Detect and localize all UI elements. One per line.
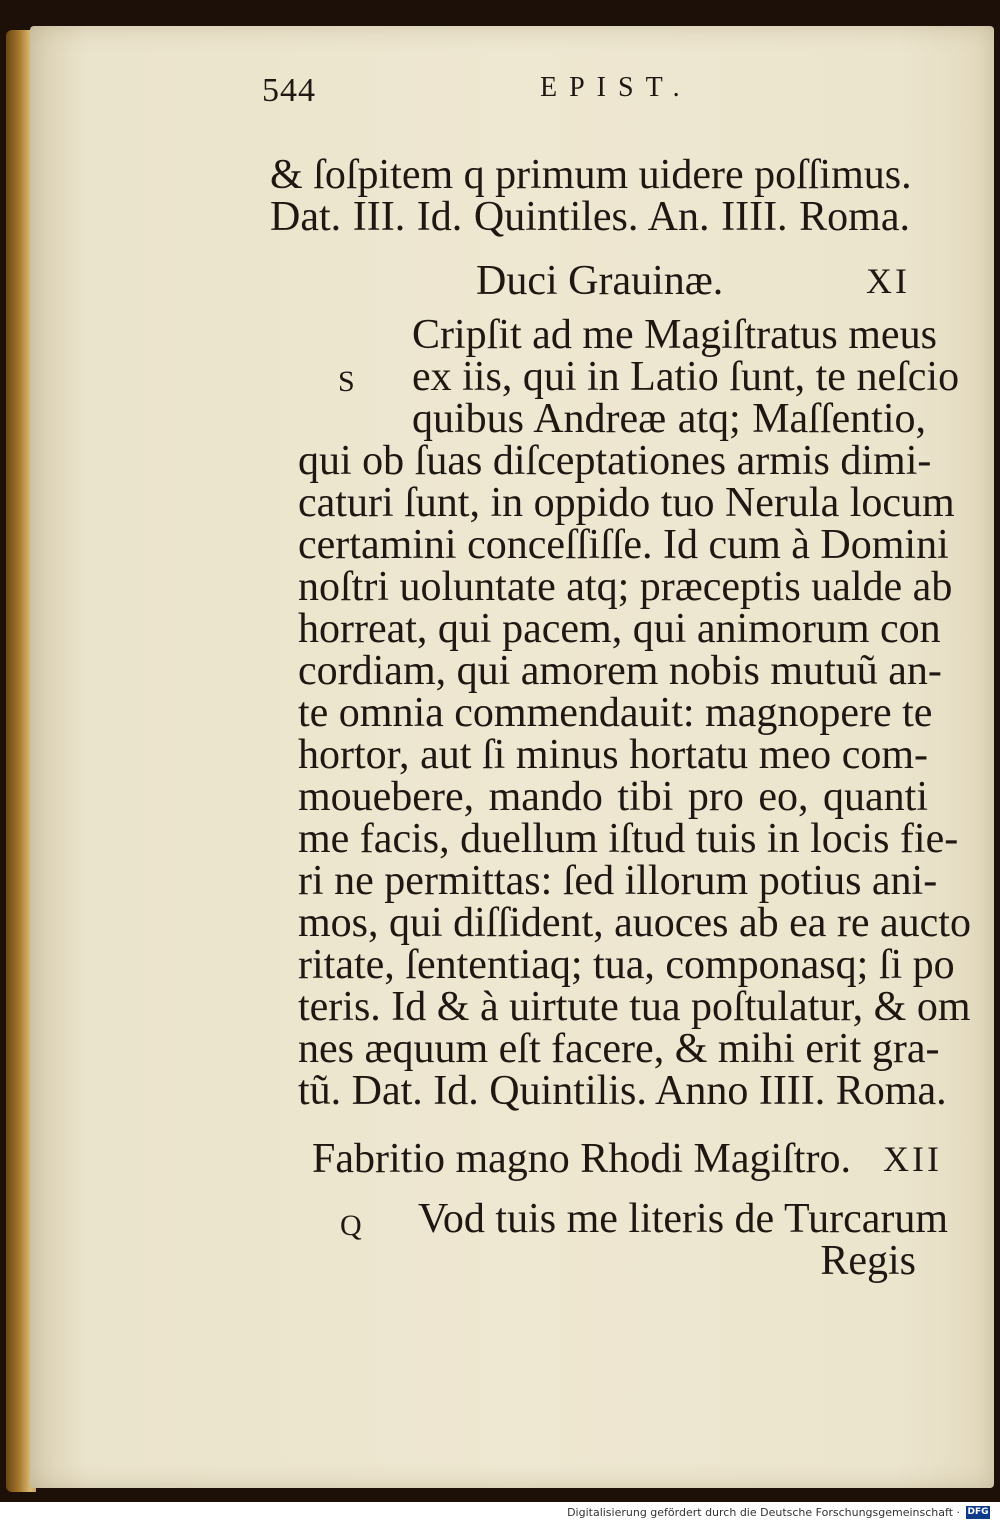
text-line: quibus Andreæ atq; Maſſentio, [412,396,926,442]
text-line: Cripſit ad me Magiſtratus meus [412,312,937,358]
text-line: me facis, duellum iſtud tuis in locis fie- [298,816,959,862]
text-line: Dat. III. Id. Quintiles. An. IIII. Roma. [270,194,910,240]
text-line: mos, qui diſſident, auoces ab ea re aucto [298,900,971,946]
initial-guide-letter: S [338,365,355,398]
text-line: noſtri uoluntate atq; præceptis ualde ab [298,564,953,610]
digitization-credit: Digitalisierung gefördert durch die Deutsche Forschungsgemeinschaft · [567,1506,960,1519]
text-line: te omnia commendauit: magnopere te [298,690,933,736]
running-title: EPIST. [540,72,692,103]
text-line: Vod tuis me literis de Turcarum [418,1196,949,1242]
text-line: ritate, ſententiaq; tua, componasq; ſi po [298,942,955,988]
text-line: cordiam, qui amorem nobis mutuũ an- [298,648,942,694]
dfg-logo: DFG [967,1507,989,1517]
text-line: qui ob ſuas diſceptationes armis dimi- [298,438,932,484]
letter-number: XII [883,1139,942,1179]
text-line: certamini conceſſiſſe. Id cum à Domini [298,522,949,568]
text-line: hortor, aut ſi minus hortatu meo com- [298,732,928,778]
text-line: ex iis, qui in Latio ſunt, te neſcio [412,354,960,400]
text-line: & ſoſpitem q primum uidere poſſimus. [270,152,912,198]
text-line: nes æquum eſt facere, & mihi erit gra- [298,1026,940,1072]
letter-heading-title: Duci Grauinæ. [476,258,724,304]
text-line: horreat, qui pacem, qui animorum con [298,606,941,652]
text-line: caturi ſunt, in oppido tuo Nerula locum [298,480,955,526]
text-line: tũ. Dat. Id. Quintilis. Anno IIII. Roma. [298,1068,947,1114]
page-number: 544 [262,72,316,109]
initial-guide-letter: Q [340,1209,362,1242]
letter-number: XI [866,261,910,301]
letter-heading-title: Fabritio magno Rhodi Magiſtro. [312,1136,851,1182]
text-line: mouebere, mando tibi pro eo, quanti [298,774,928,820]
catchword: Regis [820,1238,916,1284]
text-line: ri ne permittas: ſed illorum potius ani- [298,858,938,904]
text-line: teris. Id & à uirtute tua poſtulatur, & om [298,984,971,1030]
